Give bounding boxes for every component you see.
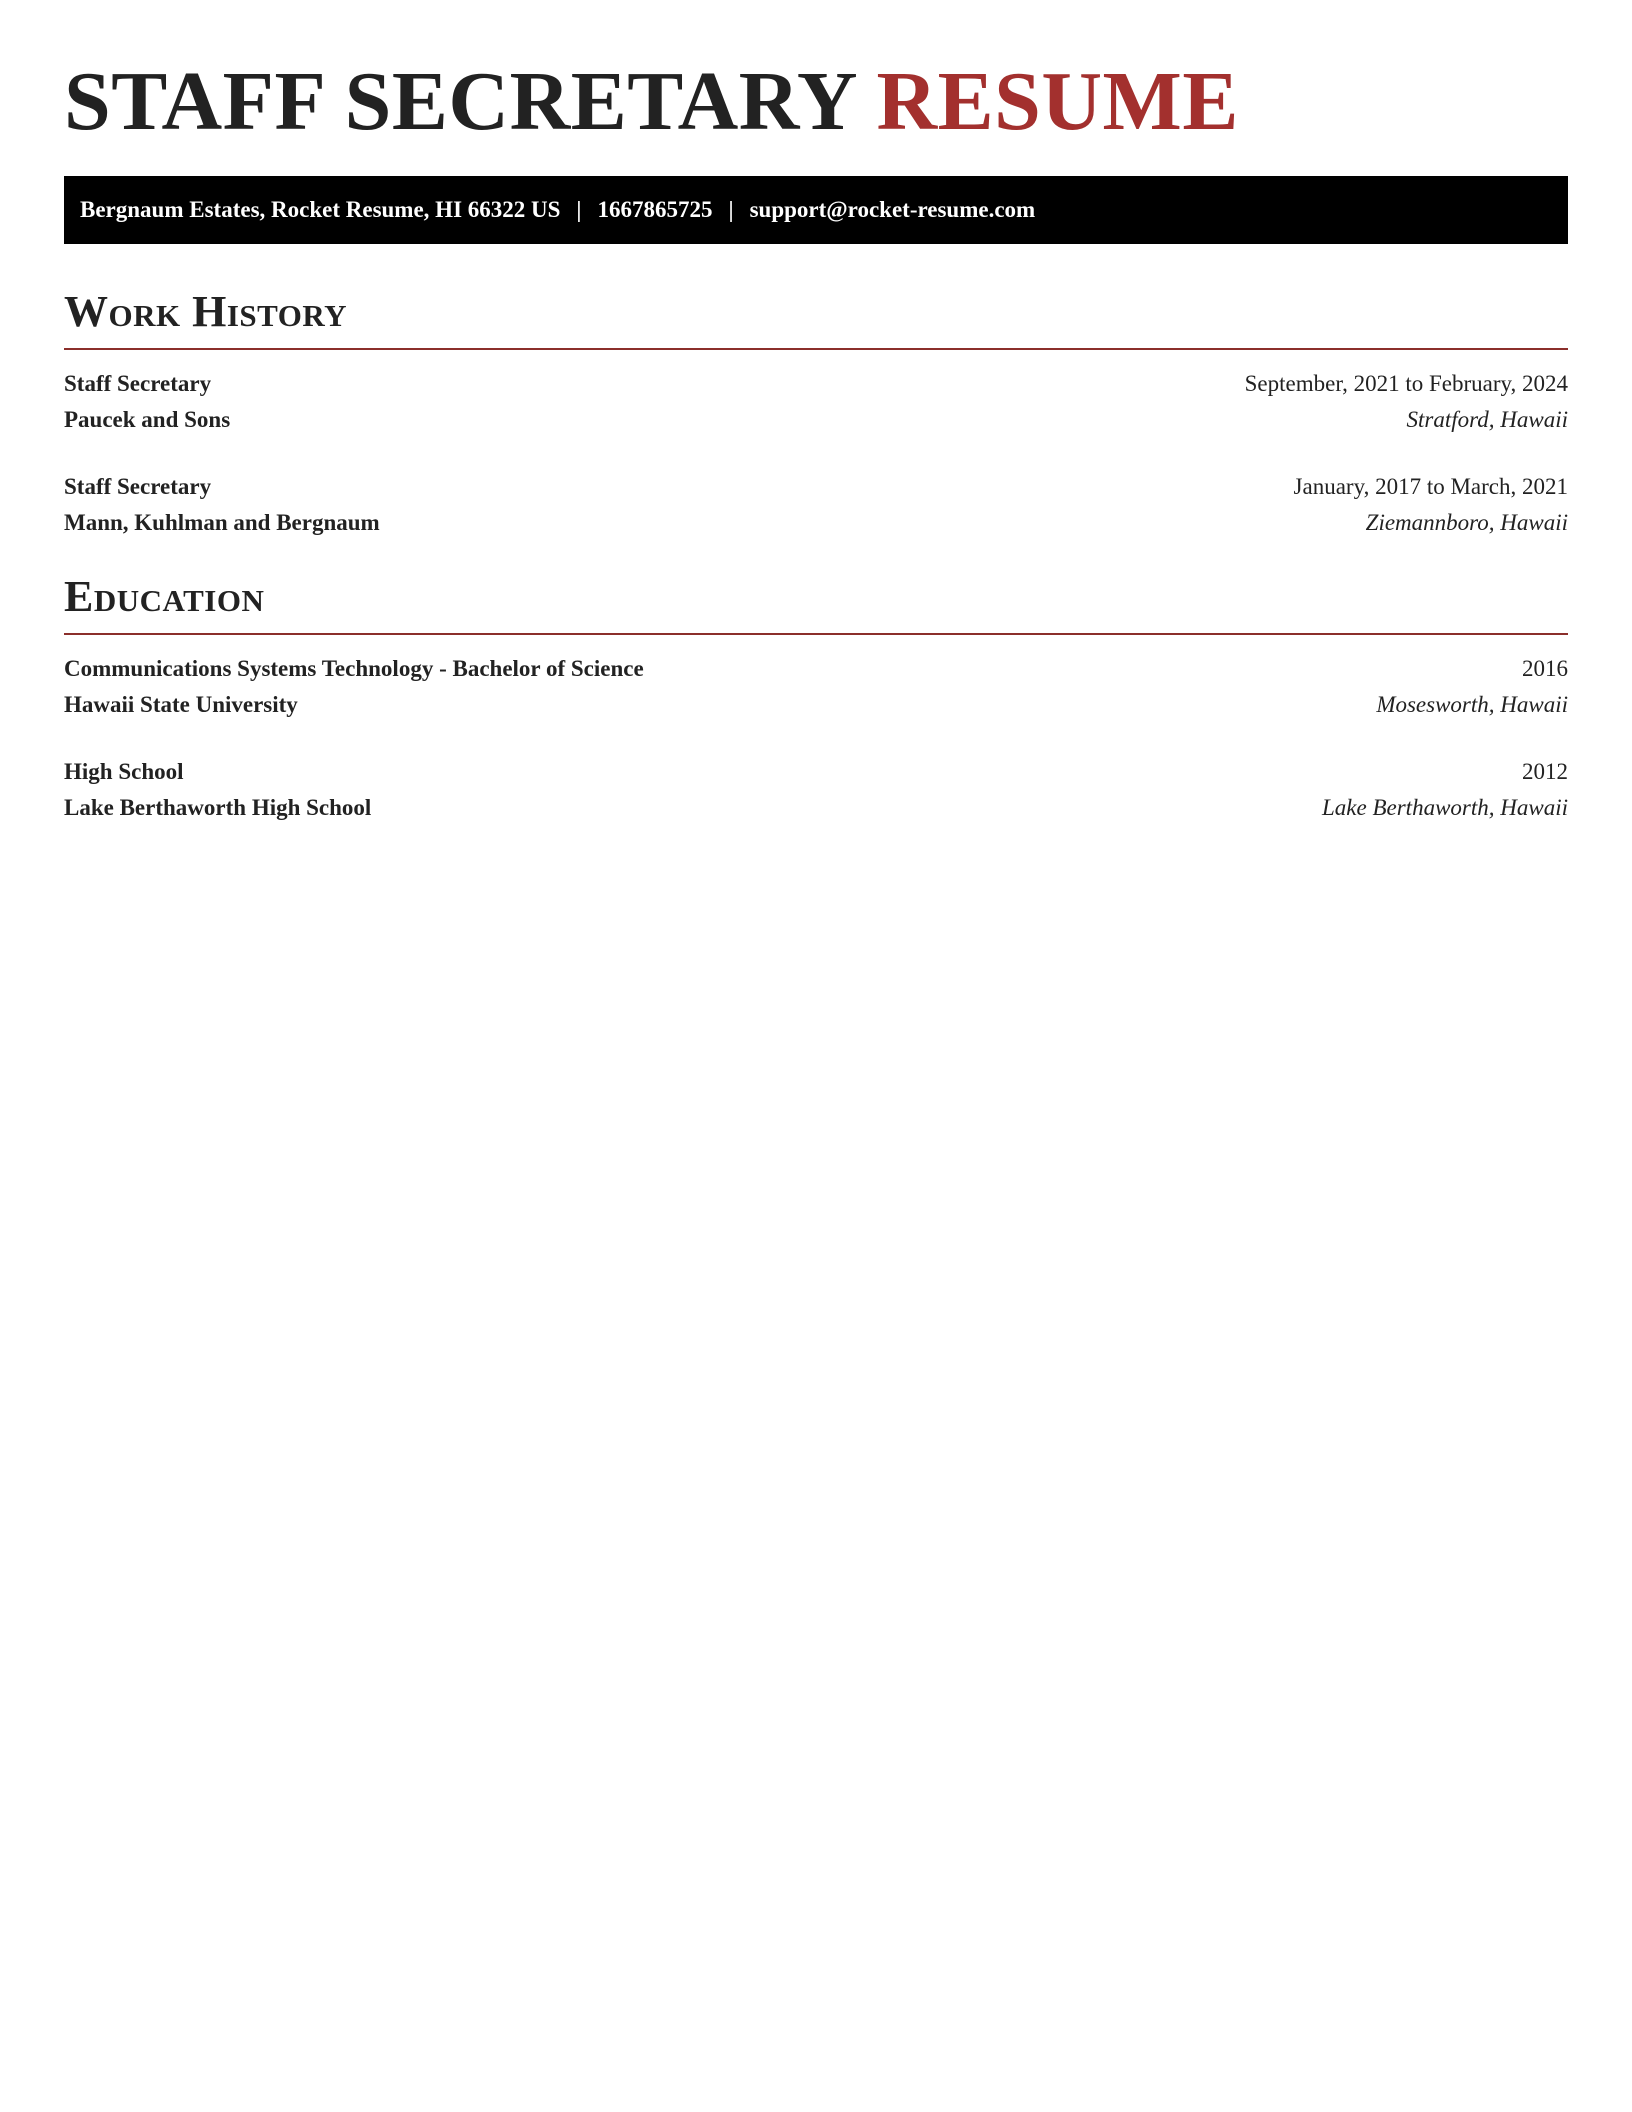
job-position: Staff Secretary — [64, 474, 212, 499]
education-year: 2016 — [1522, 656, 1568, 681]
contact-address: Bergnaum Estates, Rocket Resume, HI 66322 US — [80, 197, 561, 222]
education-location: Mosesworth, Hawaii — [1376, 692, 1568, 717]
job-dates: January, 2017 to March, 2021 — [1293, 474, 1568, 499]
contact-separator: | — [728, 197, 734, 222]
work-history-section — [64, 286, 1568, 541]
education-entry-row — [64, 687, 1568, 723]
education-year: 2012 — [1522, 759, 1568, 784]
job-dates: September, 2021 to February, 2024 — [1244, 371, 1568, 396]
contact-bar — [64, 176, 1568, 244]
title-main: STAFF SECRETARY — [64, 55, 855, 148]
contact-separator: | — [576, 197, 582, 222]
education-entry — [64, 651, 1568, 723]
work-entry — [64, 469, 1568, 541]
education-degree: Communications Systems Technology - Bachelor of Science — [64, 656, 644, 681]
work-history-heading: Work History — [64, 287, 348, 336]
education-school: Lake Berthaworth High School — [64, 795, 372, 820]
education-list — [64, 635, 1568, 826]
education-heading: Education — [64, 572, 265, 621]
work-entry-row — [64, 505, 1568, 541]
education-entry-row — [64, 790, 1568, 826]
work-entry-row — [64, 366, 1568, 402]
title-accent: RESUME — [876, 55, 1239, 148]
job-company: Paucek and Sons — [64, 407, 231, 432]
work-entry — [64, 366, 1568, 438]
job-position: Staff Secretary — [64, 371, 212, 396]
work-entry-row — [64, 469, 1568, 505]
education-entry-row — [64, 651, 1568, 687]
job-location: Stratford, Hawaii — [1406, 407, 1568, 432]
job-location: Ziemannboro, Hawaii — [1365, 510, 1568, 535]
work-entry-row — [64, 402, 1568, 438]
education-entry — [64, 754, 1568, 826]
page-title — [64, 54, 1568, 150]
education-section — [64, 571, 1568, 826]
education-school: Hawaii State University — [64, 692, 298, 717]
contact-email: support@rocket-resume.com — [749, 197, 1036, 222]
education-entry-row — [64, 754, 1568, 790]
work-history-list — [64, 350, 1568, 541]
education-location: Lake Berthaworth, Hawaii — [1322, 795, 1568, 820]
education-degree: High School — [64, 759, 184, 784]
job-company: Mann, Kuhlman and Bergnaum — [64, 510, 380, 535]
contact-phone: 1667865725 — [597, 197, 713, 222]
